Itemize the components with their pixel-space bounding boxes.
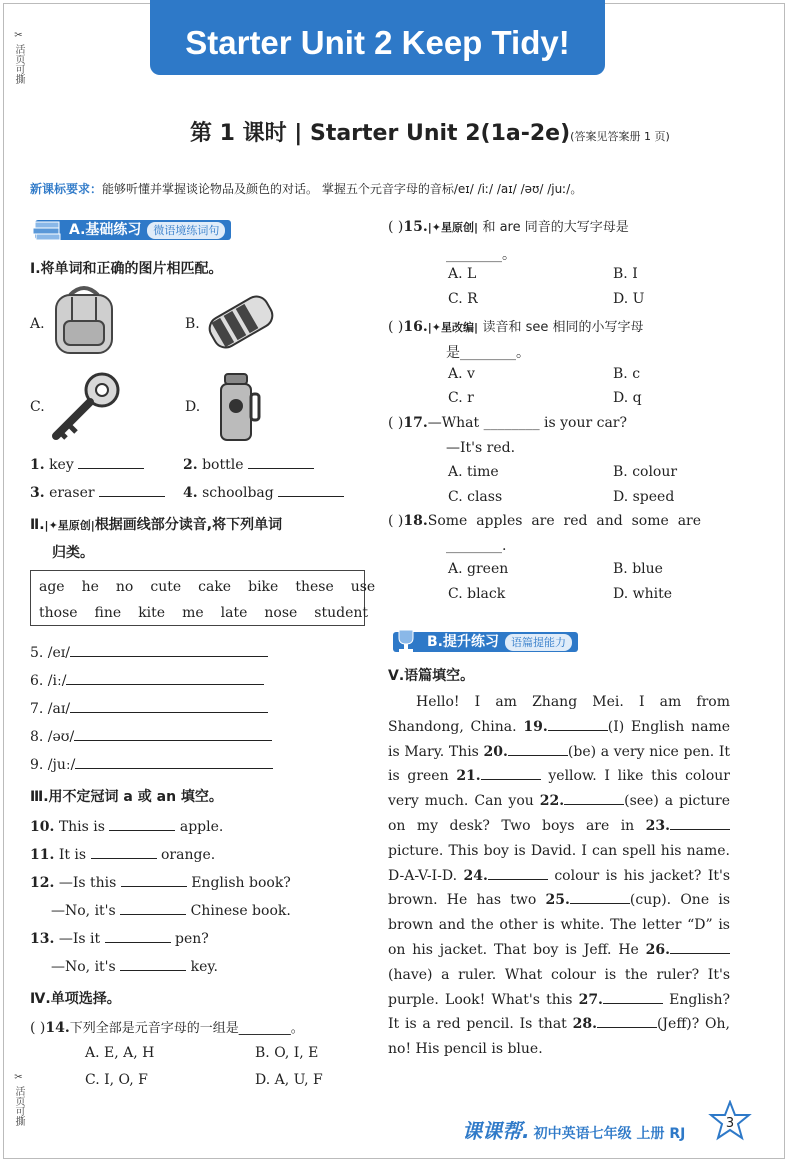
q14: ( )14.下列全部是元音字母的一组是________。 (30, 1020, 304, 1036)
box-row2-word: kite (138, 605, 166, 621)
side-tab-top: ✂ 活页可撕 (13, 30, 24, 85)
q9: 9. /juː/ (30, 754, 273, 773)
q16-opt-d: D. q (613, 390, 642, 406)
box-row2-word: those (39, 605, 78, 621)
q17: ( )17.—What ________ is your car? (388, 415, 628, 431)
pic-label-b: B. (185, 316, 200, 332)
q2: 2. bottle (183, 454, 314, 473)
q16-cont: 是________。 (446, 345, 530, 361)
pic-label-c: C. (30, 399, 45, 415)
q12-answer: —No, it's Chinese book. (51, 900, 291, 919)
box-row1-word: bike (248, 579, 279, 595)
q18-opt-c: C. black (448, 586, 506, 602)
section-b-header: B.提升练习 语篇提能力 (393, 632, 578, 652)
books-icon (33, 216, 63, 242)
brand-logo: 课课帮. (462, 1119, 530, 1143)
q10: 10. This is apple. (30, 816, 223, 835)
page-number: 3 (725, 1116, 735, 1131)
q18-opt-b: B. blue (613, 561, 663, 577)
q12: 12. —Is this English book? (30, 872, 291, 891)
box-row2-word: student (314, 605, 369, 621)
box-row1-word: no (115, 579, 134, 595)
lesson-title: 第 1 课时 | Starter Unit 2(1a-2e)(答案见答案册 1 页) (190, 121, 670, 146)
trophy-icon (391, 628, 421, 654)
answer-note: (答案见答案册 1 页) (570, 130, 670, 143)
scissors-icon: ✂ (13, 30, 24, 41)
requirement: 新课标要求：能够听懂并掌握谈论物品及颜色的对话。 掌握五个元音字母的音标/eɪ/ /iː/ /aɪ/ /əʊ/ /juː/。 (30, 182, 583, 196)
box-row1-word: he (81, 579, 99, 595)
q14-opt-c: C. I, O, F (85, 1072, 148, 1088)
bottle-icon (215, 370, 265, 444)
box-row2-word: me (182, 605, 204, 621)
backpack-icon (50, 285, 118, 357)
q18-opt-a: A. green (448, 561, 509, 577)
q15: ( )15.|✦星原创| 和 are 同音的大写字母是 (388, 219, 629, 235)
q17-opt-c: C. class (448, 489, 503, 505)
q15-opt-c: C. R (448, 291, 478, 307)
q14-opt-b: B. O, I, E (255, 1045, 319, 1061)
q7: 7. /aɪ/ (30, 698, 268, 717)
q4: 4. schoolbag (183, 482, 344, 501)
q15-opt-b: B. I (613, 266, 638, 282)
q5: 5. /eɪ/ (30, 642, 268, 661)
q17-cont: —It's red. (446, 440, 516, 456)
q18: ( )18.Some apples are red and some are (388, 513, 702, 529)
box-row1-word: age (39, 579, 65, 595)
q17-opt-b: B. colour (613, 464, 678, 480)
q14-opt-d: D. A, U, F (255, 1072, 323, 1088)
q16-opt-c: C. r (448, 390, 474, 406)
part5-heading: Ⅴ.语篇填空。 (388, 668, 475, 684)
page-title: Starter Unit 2 Keep Tidy! (185, 24, 570, 61)
q15-opt-d: D. U (613, 291, 645, 307)
q16: ( )16.|✦星改编| 读音和 see 相同的小写字母 (388, 319, 644, 335)
page-number-star (708, 1100, 752, 1144)
q3: 3. eraser (30, 482, 165, 501)
box-row2-word: late (220, 605, 248, 621)
box-row1-word: use (350, 579, 376, 595)
pic-label-a: A. (30, 316, 45, 332)
pic-label-d: D. (185, 399, 201, 415)
q13: 13. —Is it pen? (30, 928, 209, 947)
part3-heading: Ⅲ.用不定冠词 a 或 an 填空。 (30, 789, 223, 805)
box-row1-word: cute (150, 579, 182, 595)
box-row1-word: these (295, 579, 334, 595)
part2-heading-cont: 归类。 (52, 545, 94, 561)
q16-opt-b: B. c (613, 366, 641, 382)
q14-opt-a: A. E, A, H (85, 1045, 155, 1061)
footer: 课课帮. 初中英语七年级 上册 RJ (462, 1119, 686, 1143)
title-banner (150, 0, 605, 75)
word-row-2 (39, 605, 385, 621)
key-icon (50, 370, 124, 442)
section-a-header: A.基础练习 微语境练词句 (35, 220, 231, 240)
q6: 6. /iː/ (30, 670, 264, 689)
word-box (30, 570, 376, 626)
q11: 11. It is orange. (30, 844, 215, 863)
box-row1-word: cake (198, 579, 232, 595)
box-row2-word: nose (264, 605, 298, 621)
q17-opt-a: A. time (448, 464, 499, 480)
part2-heading: Ⅱ.|✦星原创|根据画线部分读音,将下列单词 (30, 517, 283, 533)
scissors-icon: ✂ (13, 1072, 24, 1083)
q8: 8. /əʊ/ (30, 726, 272, 745)
q16-opt-a: A. v (448, 366, 475, 382)
side-tab-bottom: ✂ 活页可撕 (13, 1072, 24, 1127)
part4-heading: Ⅳ.单项选择。 (30, 991, 121, 1007)
eraser-icon (205, 290, 277, 354)
q13-answer: —No, it's key. (51, 956, 218, 975)
q18-cont: ________. (446, 538, 507, 554)
box-row2-word: fine (94, 605, 122, 621)
word-row-1 (39, 579, 392, 595)
part1-heading: Ⅰ.将单词和正确的图片相匹配。 (30, 261, 223, 277)
q17-opt-d: D. speed (613, 489, 675, 505)
q1: 1. key (30, 454, 144, 473)
q15-cont: ________。 (446, 247, 516, 263)
q18-opt-d: D. white (613, 586, 673, 602)
cloze-passage: Hello! I am Zhang Mei. I am from Shandong, China. 19. (I) English name is Mary. This 20. (be) a very nice pen. It is green 21. yellow. I like this colour very much. Can you 22. (see) a picture on my desk? Two boys are in 23. picture. This boy is David. I can spell his name. D-A-V-I-D. 24. colour is his jacket? It's brown. He has two 25. (cup). One is brown and the other is white. The letter “D” is on his jacket. That boy is Jeff. He 26.(have) a ruler. What colour is the ruler? It's purple. Look! What's this 27. English? It is a red pencil. Is that 28. (Jeff)? Oh, no! His pencil is blue. (388, 694, 731, 1058)
q15-opt-a: A. L (448, 266, 477, 282)
